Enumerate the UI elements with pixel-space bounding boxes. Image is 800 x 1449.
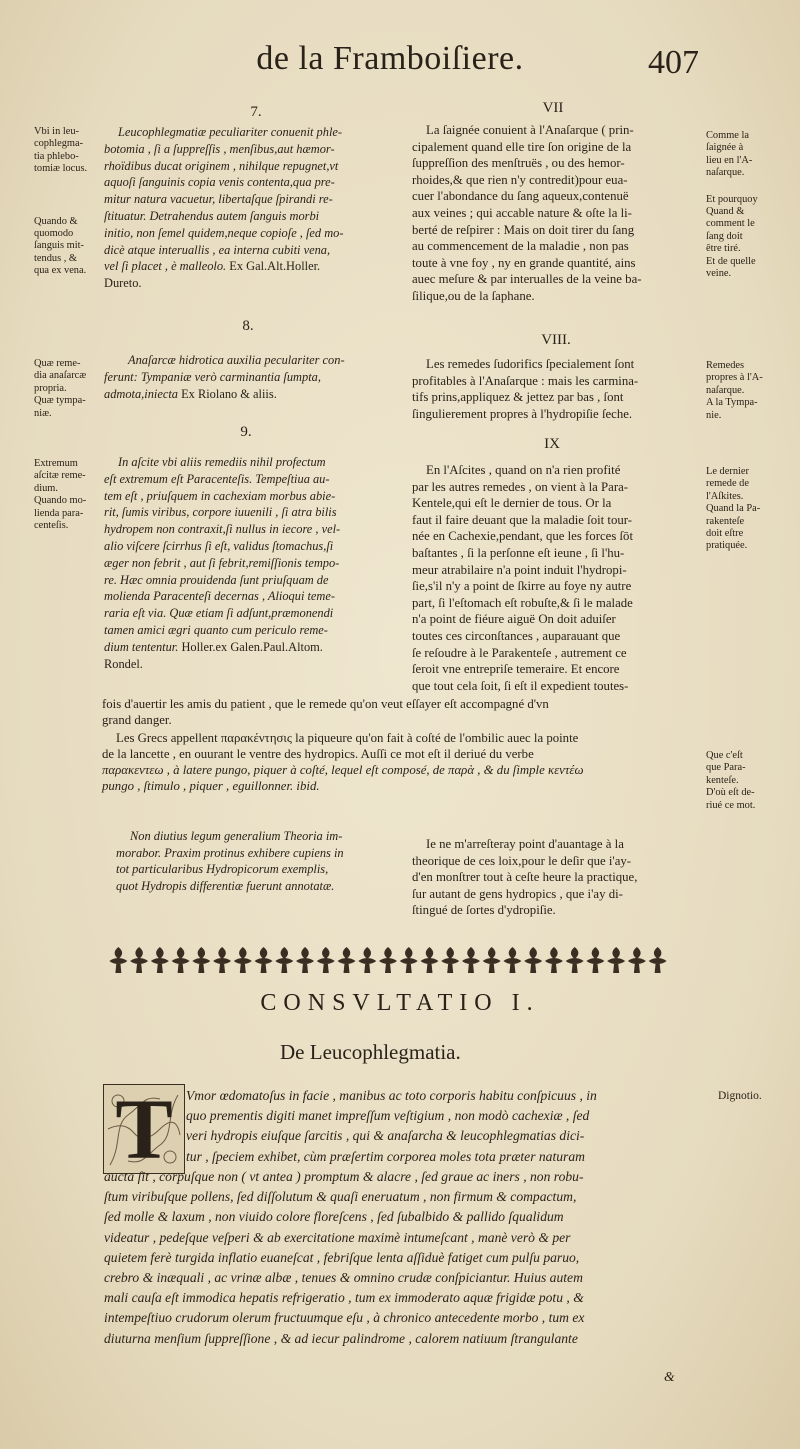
- fleuron-icon: [420, 947, 438, 973]
- text-line: aucta ſit , corpuſque non ( vt antea ) promptum & alacre , ſed graue ac iners , non robu-: [104, 1169, 584, 1184]
- text-line: molienda Paracenteſi decernas , Alioqui teme-: [104, 589, 336, 604]
- right-sec7-text: [412, 122, 704, 305]
- text-line: eſt extremum eſt Paracenteſis. Tempeſtiua au-: [104, 471, 330, 486]
- text-line: intempeſtiuo crudorum olerum fructuumque eſu , à chronico antecedente morbo , tum ex: [104, 1310, 585, 1326]
- left-sec7-text: [104, 124, 400, 292]
- left-section-7-number: 7.: [250, 104, 262, 120]
- fleuron-icon: [172, 947, 190, 973]
- margin-line: quomodo: [34, 228, 74, 240]
- text-line: hydropem non contraxit,ſi nullus in iecore , vel-: [104, 522, 341, 537]
- right-sec9-margin-notes: [706, 466, 796, 553]
- margin-line: l'Aſkites.: [706, 490, 744, 502]
- page-number: 407: [648, 44, 699, 81]
- text-line: née en Cachexie,pendant, que les forces ſōt: [412, 529, 634, 544]
- citation: Rondel.: [104, 656, 143, 671]
- text-line: rit, ſumis viribus, corpore iuuenili , ſi atra bilis: [104, 505, 337, 520]
- text-line: quo prementis digiti manet impreſſum veſtigium , non modò cachexiæ , ſed: [186, 1108, 590, 1124]
- text-line: part, ſi l'eſtomach eſt robuſte,& ſi le malade: [412, 595, 633, 610]
- text-line: ſtum viribuſque pollens, ſed diſſolutum & quaſi eneruatum , non firmum & compactum,: [104, 1189, 577, 1205]
- fleuron-icon: [503, 947, 521, 973]
- text-line: faut il faire deuant que la maladie ſoit tour-: [412, 512, 633, 527]
- citation: Holler.ex Galen.Paul.Altom.: [181, 639, 323, 654]
- full-width-paragraph: [102, 696, 706, 794]
- text-line: meur atrabilaire n'a point induit l'hydropi-: [412, 562, 627, 577]
- text-line: botomia , ſi a ſuppreſſis , menſibus,aut hæmor-: [104, 141, 335, 156]
- text-line: ſe reſoudre à le Parakenteſe , autrement ce: [412, 645, 627, 660]
- margin-line: remede de: [706, 478, 749, 490]
- right-section-7-number: VII: [542, 100, 564, 116]
- closing-french: [412, 836, 704, 919]
- text-line: Non diutius legum generalium Theoria im-: [130, 829, 343, 843]
- text-line: ſtituatur. Detrahendus autem ſanguis morbi: [104, 208, 320, 223]
- margin-line: pratiquée.: [706, 540, 748, 552]
- right-sec8-text: [412, 356, 704, 422]
- text-line: videatur , pedeſque veſperi & ab exercitatione maximè intumeſcant , manè verò & per: [104, 1229, 571, 1245]
- initial-letter: T: [115, 1081, 173, 1177]
- margin-line: Le dernier: [706, 466, 749, 477]
- fleuron-icon: [524, 947, 542, 973]
- fleuron-icon: [317, 947, 335, 973]
- fleuron-icon: [255, 947, 273, 973]
- text-line: ſingulierement propres à l'hydropiſie ſeche.: [412, 406, 633, 421]
- text-line: au commencement de la maladie , non pas: [412, 239, 629, 254]
- text-line: aquoſi ſanguinis copia venis contenta,qua pre-: [104, 175, 335, 190]
- fleuron-icon: [234, 947, 252, 973]
- margin-line: Et pourquoy: [706, 193, 758, 205]
- margin-line: A la Tympa-: [706, 397, 758, 409]
- text-line: profitables à l'Anaſarque : mais les carmina-: [412, 373, 639, 388]
- fleuron-icon: [192, 947, 210, 973]
- left-sec7-margin-notes: [34, 126, 112, 278]
- margin-line: D'où eſt de-: [706, 787, 755, 799]
- left-sec9-margin-notes: [34, 458, 112, 532]
- margin-line: Quæ reme-: [34, 358, 81, 369]
- fleuron-icon: [462, 947, 480, 973]
- text-line: mali cauſa eſt immodica hepatis refrigeratio , tum ex immoderato aquæ frigidæ potu , &: [104, 1290, 584, 1306]
- text-line: dium tententur.: [104, 639, 179, 654]
- margin-line: niæ.: [34, 407, 52, 419]
- text-line: vel ſi placet , è malleolo.: [104, 259, 227, 274]
- text-line: παρακεντεω , à latere pungo, piquer à coſté, lequel eſt composé, de παρὰ , & du ſimple κεντέω: [102, 763, 584, 777]
- right-sec8-margin-notes: [706, 360, 796, 422]
- text-line: theorique de ces loix,pour le deſir que i'ay-: [412, 853, 632, 868]
- full-paragraph-margin-notes: [706, 750, 796, 812]
- margin-line: ſang doit: [706, 230, 743, 242]
- citation: Dureto.: [104, 276, 142, 291]
- fleuron-icon: [109, 947, 127, 973]
- text-line: n'a point de fiéure aiguë On doit aduiſer: [412, 612, 616, 627]
- decorated-initial: [103, 1081, 185, 1177]
- margin-line: Que c'eſt: [706, 750, 743, 761]
- text-line: crebro & inæquali , ac vrinæ albæ , tenues & omnino crudæ conſpiciantur. Huius autem: [104, 1270, 583, 1286]
- fleuron-icon: [338, 947, 356, 973]
- margin-line: tomiæ locus.: [34, 163, 88, 175]
- margin-line: ſaignée à: [706, 142, 744, 154]
- margin-line: Extremum: [34, 458, 78, 469]
- text-line: Les Grecs appellent παρακέντησις la piqueure qu'on fait à coſté de l'ombilic auec la pointe: [116, 731, 579, 745]
- fleuron-icon: [151, 947, 169, 973]
- text-line: quietem ferè turgida inflatio euaneſcat , febriſque lenta aſſiduè fatiget cum pulſu paruo,: [104, 1249, 580, 1265]
- margin-line: qua ex vena.: [34, 265, 87, 277]
- margin-line: nie.: [706, 409, 722, 421]
- margin-line: naſarque.: [706, 167, 745, 179]
- left-sec9-text: [104, 454, 400, 672]
- text-line: tot particularibus Hydropicorum exemplis,: [116, 862, 329, 877]
- text-line: tifs prins,appliquez & jettez par bas , ſont: [412, 390, 624, 405]
- margin-line: kenteſe.: [706, 774, 739, 786]
- text-line: Kentele,qui eſt le dernier de tous. Or la: [412, 496, 612, 511]
- fleuron-icon: [586, 947, 604, 973]
- margin-line: rakenteſe: [706, 515, 745, 527]
- margin-line: aſcitæ reme-: [34, 470, 86, 482]
- running-header: de la Framboiſiere.: [256, 40, 524, 77]
- margin-line: comment le: [706, 218, 755, 230]
- margin-line: ſanguis mit-: [34, 240, 84, 252]
- text-line: toute à vne foy , ny en grande quantité, ains: [412, 255, 636, 270]
- text-line: tamen amici ægri quanto cum periculo reme-: [104, 622, 328, 637]
- text-line: alio viſcere ſcirrhus ſi eſt, validus ſtomachus,ſi: [104, 538, 334, 553]
- text-line: æger non febrit , aut ſi febrit,remiſſionis tempo-: [104, 555, 340, 570]
- text-line: diuturna menſium ſuppreſſione , & ad iecur palindrome , calorem natiuum ſtrangulante: [104, 1330, 578, 1346]
- text-line: aux veines ; qui accable nature & oſte la li-: [412, 205, 632, 220]
- text-line: dicè atque interuallis , ea interna cubiti vena,: [104, 242, 331, 257]
- text-line: de la lancette , en ouurant le ventre des hydropics. Auſſi ce mot eſt il deriué du verbe: [102, 747, 534, 761]
- fleuron-icon: [628, 947, 646, 973]
- fleuron-icon: [213, 947, 231, 973]
- text-line: ſtingué de ſortes d'ydropiſie.: [412, 903, 556, 918]
- margin-line: Quand &: [706, 206, 745, 218]
- margin-line: dium.: [34, 482, 58, 494]
- fleuron-icon: [545, 947, 563, 973]
- fleuron-icon: [649, 947, 667, 973]
- text-line: Anaſarcæ hidrotica auxilia peculariter con-: [128, 353, 345, 367]
- citation: Ex Gal.Alt.Holler.: [229, 259, 321, 274]
- closing-latin: [116, 828, 400, 894]
- text-line: berté de reſpirer : Mais on doit tirer du ſang: [412, 222, 635, 237]
- text-line: ſuppreſſion des menſtruës , ou des hemor-: [412, 156, 625, 171]
- margin-line: Quando mo-: [34, 495, 87, 507]
- text-line: Ie ne m'arreſteray point d'auantage à la: [426, 837, 624, 851]
- margin-line: centeſis.: [34, 520, 69, 532]
- margin-line: Comme la: [706, 130, 749, 141]
- margin-line: tendus , &: [34, 252, 78, 264]
- consultation-text-indented: [186, 1086, 704, 1167]
- text-line: fois d'auertir les amis du patient , que le remede qu'on veut eſſayer eſt accompagné d'vn: [102, 697, 549, 711]
- text-line: auec meſure & par interualles de la veine ba-: [412, 272, 642, 287]
- text-line: cuer l'abondance du ſang aqueux,contenuë: [412, 189, 629, 204]
- text-line: tur , ſpeciem exhibet, cùm præſertim corporea moles tota præter naturam: [186, 1148, 585, 1164]
- text-line: ſie,s'il n'y a point de ſkirre au foye ny autre: [412, 579, 632, 594]
- left-section-9-number: 9.: [240, 424, 252, 440]
- left-sec8-text: [104, 352, 400, 402]
- consultation-subtitle: De Leucophlegmatia.: [280, 1040, 461, 1064]
- consultation-title: CONSVLTATIO I.: [260, 990, 540, 1016]
- text-line: Leucophlegmatiæ peculiariter conuenit phle-: [118, 125, 343, 139]
- left-section-8-number: 8.: [242, 318, 254, 334]
- fleuron-icon: [379, 947, 397, 973]
- margin-line: veine.: [706, 268, 732, 280]
- text-line: veri hydropis eiuſque ſarcitis , qui & anaſarcha & leucophlegmatias dici-: [186, 1128, 585, 1144]
- text-line: toutes ces circonſtances , auparauant que: [412, 628, 621, 643]
- fleuron-icon: [358, 947, 376, 973]
- text-line: ſur autant de gens hydropics , que i'ay di-: [412, 886, 623, 901]
- text-line: Les remedes ſudorifics ſpecialement ſont: [426, 357, 635, 371]
- fleuron-icon: [296, 947, 314, 973]
- text-line: rhoides,& que rien n'y contredit)pour eua-: [412, 172, 628, 187]
- text-line: ſed molle & laxum , non viuido colore floreſcens , ſed ſubalbido & pallido ſqualidum: [104, 1209, 564, 1225]
- text-line: In aſcite vbi aliis remediis nihil profectum: [118, 455, 326, 469]
- text-line: initio, non ſemel quidem,neque copioſe , ſed mo-: [104, 225, 344, 240]
- text-line: La ſaignée conuient à l'Anaſarque ( prin-: [426, 123, 634, 137]
- text-line: que tout cela ſoit, ſi eſt il expedient toutes-: [412, 678, 629, 693]
- margin-line: propres à l'A-: [706, 372, 763, 384]
- margin-line: naſarque.: [706, 384, 745, 396]
- text-line: re. Hæc omnia prouidenda ſunt priuſquam de: [104, 572, 329, 587]
- right-sec7-margin-notes: [706, 130, 796, 280]
- text-line: rhoïdibus ducat originem , nihilque repugnet,vt: [104, 158, 339, 173]
- fleuron-icon: [275, 947, 293, 973]
- text-line: grand danger.: [102, 713, 172, 727]
- text-line: quot Hydropis differentiæ fuerunt annotatæ.: [116, 878, 335, 893]
- fleuron-icon: [441, 947, 459, 973]
- right-section-8-number: VIII.: [541, 332, 571, 348]
- text-line: d'en monſtrer tout à ceſte heure la practique,: [412, 870, 638, 885]
- fleuron-icon: [400, 947, 418, 973]
- consultation-margin-note: Dignotio.: [718, 1090, 762, 1102]
- margin-line: riué ce mot.: [706, 799, 756, 811]
- fleuron-icon: [130, 947, 148, 973]
- text-line: ſilique,ou de la ſaphane.: [412, 288, 535, 303]
- catchword: &: [664, 1369, 675, 1384]
- text-line: En l'Aſcites , quand on n'a rien profité: [426, 463, 621, 477]
- text-line: par les autres remedes , on vient à la Para-: [412, 479, 629, 494]
- fleuron-icon: [566, 947, 584, 973]
- margin-line: Vbi in leu-: [34, 126, 80, 137]
- margin-line: Quand la Pa-: [706, 503, 761, 515]
- margin-line: Remedes: [706, 360, 745, 371]
- right-section-9-number: IX: [544, 436, 560, 452]
- left-sec8-margin-notes: [34, 358, 112, 420]
- text-line: ferunt: Tympaniæ verò carminantia ſumpta,: [104, 369, 321, 384]
- margin-line: dia anaſarcæ: [34, 370, 87, 382]
- margin-line: tia phlebo-: [34, 150, 79, 162]
- right-sec9-text: [412, 462, 704, 694]
- text-line: raria eſt via. Quæ etiam ſi adſunt,præmonendi: [104, 606, 334, 621]
- ornamental-band: [108, 943, 668, 977]
- margin-line: Quando &: [34, 215, 78, 227]
- text-line: pungo , ſtimulo , piquer , eguillonner. ibid.: [102, 779, 320, 793]
- text-line: mitur natura vacuetur, libertaſque ſpirandi re-: [104, 192, 333, 207]
- fleuron-icon: [607, 947, 625, 973]
- consultation-text-full: [104, 1167, 704, 1349]
- fleuron-icon: [483, 947, 501, 973]
- margin-line: que Para-: [706, 762, 746, 774]
- text-line: Vmor œdomatoſus in facie , manibus ac toto corporis habitu conſpicuus , in: [186, 1088, 597, 1103]
- text-line: ſeroit vne entrepriſe temeraire. Et encore: [412, 662, 620, 677]
- text-line: cipalement quand elle tire ſon origine de la: [412, 139, 632, 154]
- margin-line: propria.: [34, 382, 67, 394]
- text-line: morabor. Praxim protinus exhibere cupiens in: [116, 845, 344, 860]
- text-line: admota,iniecta: [104, 386, 178, 401]
- citation: Ex Riolano & aliis.: [181, 386, 277, 401]
- margin-line: Quæ tympa-: [34, 395, 86, 407]
- margin-line: lieu en l'A-: [706, 154, 753, 166]
- margin-line: doit eſtre: [706, 528, 744, 540]
- margin-line: être tiré.: [706, 243, 741, 255]
- text-line: baſtantes , ſi la perſonne eſt ieune , ſi l'hu-: [412, 545, 625, 560]
- margin-line: lienda para-: [34, 507, 84, 519]
- text-line: tem eſt , priuſquem in cachexiam morbus abie-: [104, 488, 336, 503]
- margin-line: cophlegma-: [34, 138, 84, 150]
- margin-line: Et de quelle: [706, 255, 756, 267]
